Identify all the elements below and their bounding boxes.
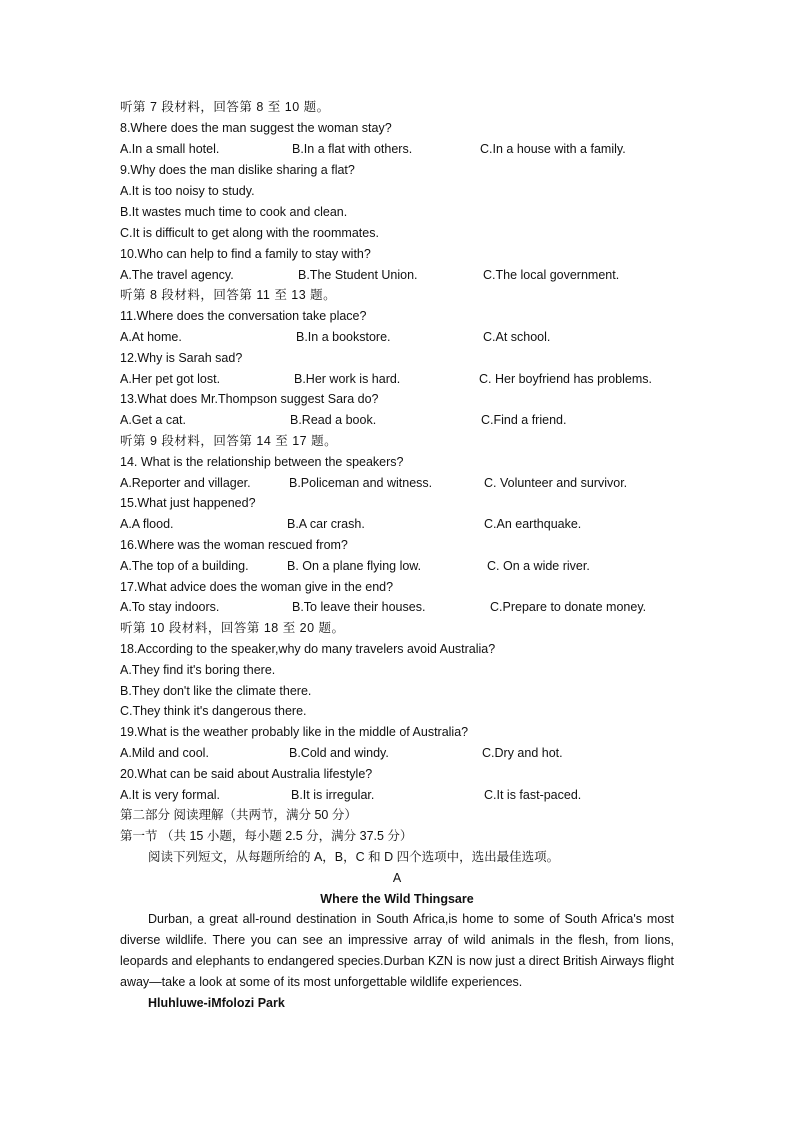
q13-option-a: A.Get a cat. <box>120 413 187 427</box>
q18-option-b: B.They don't like the climate there. <box>120 684 312 698</box>
q8-options <box>120 141 680 157</box>
q10-option-c: C.The local government. <box>483 268 620 282</box>
q11-question: 11.Where does the conversation take place? <box>120 309 367 323</box>
q19-options <box>120 745 680 761</box>
q18-question: 18.According to the speaker,why do many travelers avoid Australia? <box>120 642 496 656</box>
q15-option-c: C.An earthquake. <box>484 517 582 531</box>
passage-title: Where the Wild Thingsare <box>320 892 474 906</box>
q15-options <box>120 516 680 532</box>
passage-label: A <box>392 871 402 885</box>
section7-heading: 听第 7 段材料，回答第 8 至 10 题。 <box>120 100 330 114</box>
q8-option-b: B.In a flat with others. <box>292 142 413 156</box>
q13-options <box>120 412 680 428</box>
q17-options <box>120 599 680 615</box>
q11-option-c: C.At school. <box>483 330 551 344</box>
q20-question: 20.What can be said about Australia lifestyle? <box>120 767 373 781</box>
q15-option-a: A.A flood. <box>120 517 174 531</box>
q14-question: 14. What is the relationship between the speakers? <box>120 455 404 469</box>
q8-option-c: C.In a house with a family. <box>480 142 626 156</box>
q10-question: 10.Who can help to find a family to stay with? <box>120 247 371 261</box>
q9-option-a: A.It is too noisy to study. <box>120 184 255 198</box>
q13-question: 13.What does Mr.Thompson suggest Sara do? <box>120 392 379 406</box>
q16-question: 16.Where was the woman rescued from? <box>120 538 348 552</box>
q11-option-b: B.In a bookstore. <box>296 330 391 344</box>
q20-option-a: A.It is very formal. <box>120 788 221 802</box>
q19-option-c: C.Dry and hot. <box>482 746 563 760</box>
q17-option-a: A.To stay indoors. <box>120 600 220 614</box>
q13-option-b: B.Read a book. <box>290 413 377 427</box>
part2-subheading: 第一节 （共 15 小题，每小题 2.5 分，满分 37.5 分） <box>120 829 413 843</box>
q17-option-b: B.To leave their houses. <box>292 600 426 614</box>
section10-heading: 听第 10 段材料，回答第 18 至 20 题。 <box>120 621 345 635</box>
q14-option-b: B.Policeman and witness. <box>289 476 433 490</box>
q12-option-b: B.Her work is hard. <box>294 372 401 386</box>
q12-option-a: A.Her pet got lost. <box>120 372 221 386</box>
section8-heading: 听第 8 段材料，回答第 11 至 13 题。 <box>120 288 337 302</box>
q11-options <box>120 329 680 345</box>
section9-heading: 听第 9 段材料，回答第 14 至 17 题。 <box>120 434 338 448</box>
q10-options <box>120 267 680 283</box>
q8-question: 8.Where does the man suggest the woman stay? <box>120 121 392 135</box>
q16-options <box>120 558 680 574</box>
q9-option-b: B.It wastes much time to cook and clean. <box>120 205 348 219</box>
part2-heading: 第二部分 阅读理解（共两节，满分 50 分） <box>120 808 357 822</box>
q20-option-b: B.It is irregular. <box>291 788 375 802</box>
q19-question: 19.What is the weather probably like in the middle of Australia? <box>120 725 469 739</box>
q10-option-b: B.The Student Union. <box>298 268 418 282</box>
q16-option-b: B. On a plane flying low. <box>287 559 422 573</box>
q17-option-c: C.Prepare to donate money. <box>490 600 647 614</box>
q19-option-b: B.Cold and windy. <box>289 746 389 760</box>
q20-option-c: C.It is fast-paced. <box>484 788 582 802</box>
q13-option-c: C.Find a friend. <box>481 413 567 427</box>
q8-option-a: A.In a small hotel. <box>120 142 220 156</box>
q15-question: 15.What just happened? <box>120 496 256 510</box>
q9-option-c: C.It is difficult to get along with the roommates. <box>120 226 379 240</box>
q14-option-c: C. Volunteer and survivor. <box>484 476 628 490</box>
q11-option-a: A.At home. <box>120 330 182 344</box>
q10-option-a: A.The travel agency. <box>120 268 234 282</box>
q9-question: 9.Why does the man dislike sharing a flat? <box>120 163 355 177</box>
q12-options <box>120 371 680 387</box>
q19-option-a: A.Mild and cool. <box>120 746 209 760</box>
q15-option-b: B.A car crash. <box>287 517 365 531</box>
passage-paragraph: Durban, a great all-round destination in South Africa,is home to some of South Africa's most diverse wildlife. There you can see an impressive array of wild animals in the flesh, from lions, leopards and elephants to endangered species.Durban KZN is now just a direct British Airways flight away—take a look at some of its most unforgettable wildlife experiences. <box>120 912 674 989</box>
passage-subheading: Hluhluwe-iMfolozi Park <box>148 996 285 1010</box>
q16-option-c: C. On a wide river. <box>487 559 590 573</box>
q18-option-a: A.They find it's boring there. <box>120 663 276 677</box>
q14-option-a: A.Reporter and villager. <box>120 476 251 490</box>
q18-option-c: C.They think it's dangerous there. <box>120 704 307 718</box>
q16-option-a: A.The top of a building. <box>120 559 249 573</box>
part2-instruction: 阅读下列短文，从每题所给的 A，B，C 和 D 四个选项中，选出最佳选项。 <box>148 850 560 864</box>
q14-options <box>120 475 680 491</box>
q12-question: 12.Why is Sarah sad? <box>120 351 243 365</box>
q17-question: 17.What advice does the woman give in the end? <box>120 580 394 594</box>
q12-option-c: C. Her boyfriend has problems. <box>479 372 652 386</box>
q20-options <box>120 787 680 803</box>
